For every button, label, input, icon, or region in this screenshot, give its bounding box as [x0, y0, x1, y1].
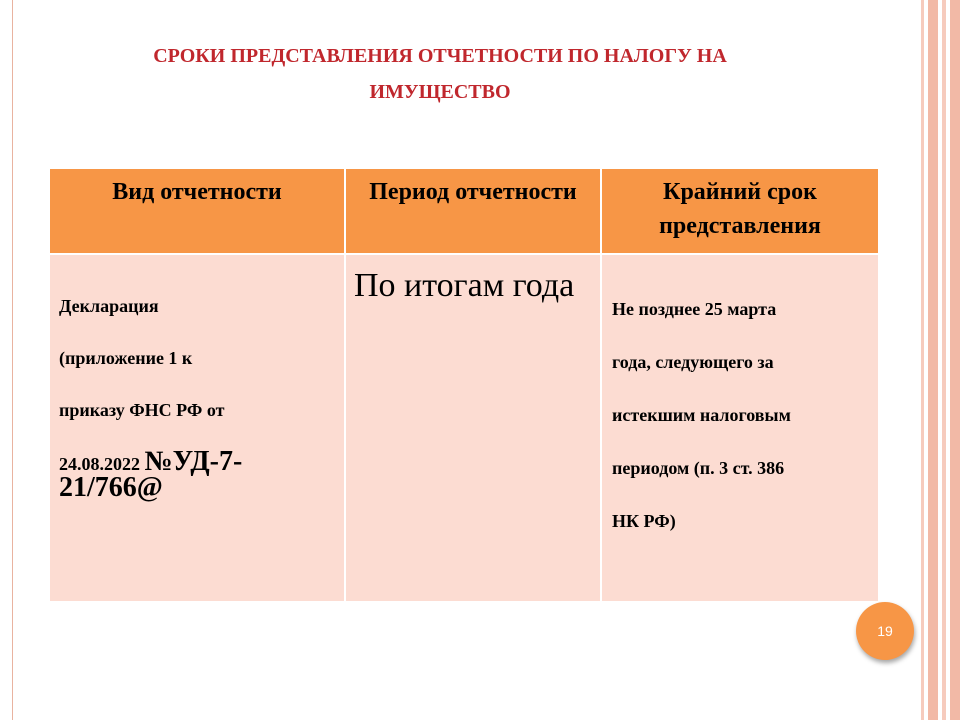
header-reporting-period: Период отчетности: [345, 168, 601, 254]
left-border-line: [12, 0, 13, 720]
slide-title-line-1: СРОКИ ПРЕДСТАВЛЕНИЯ ОТЧЕТНОСТИ ПО НАЛОГУ НА: [153, 45, 727, 67]
cell-period: По итогам года: [345, 254, 601, 602]
deadline-line: НК РФ): [612, 511, 676, 531]
slide-title-line-2: ИМУЩЕСТВО: [369, 81, 511, 103]
report-type-line: (приложение 1 к: [59, 348, 193, 368]
order-date: 24.08.2022: [59, 454, 140, 474]
table-row: [49, 254, 879, 602]
reporting-deadlines-table: [48, 167, 880, 603]
decorative-stripes: [916, 0, 960, 720]
report-type-line: приказу ФНС РФ от: [59, 400, 225, 420]
order-number: [59, 446, 344, 503]
order-number-part-2: 21/766@: [59, 472, 163, 503]
page-number-badge: 19: [856, 602, 914, 660]
header-report-type: Вид отчетности: [49, 168, 345, 254]
deadline-line: Не позднее 25 марта: [612, 299, 777, 319]
cell-report-type: [49, 254, 345, 602]
deadline-line: периодом (п. 3 ст. 386: [612, 458, 785, 478]
cell-deadline: [601, 254, 879, 602]
header-deadline: Крайний срок представления: [601, 168, 879, 254]
order-number-part-1: №УД-7-: [144, 446, 243, 477]
report-type-line: Декларация: [59, 296, 159, 316]
deadline-line: истекшим налоговым: [612, 405, 791, 425]
table-header-row: [49, 168, 879, 254]
deadline-line: года, следующего за: [612, 352, 774, 372]
